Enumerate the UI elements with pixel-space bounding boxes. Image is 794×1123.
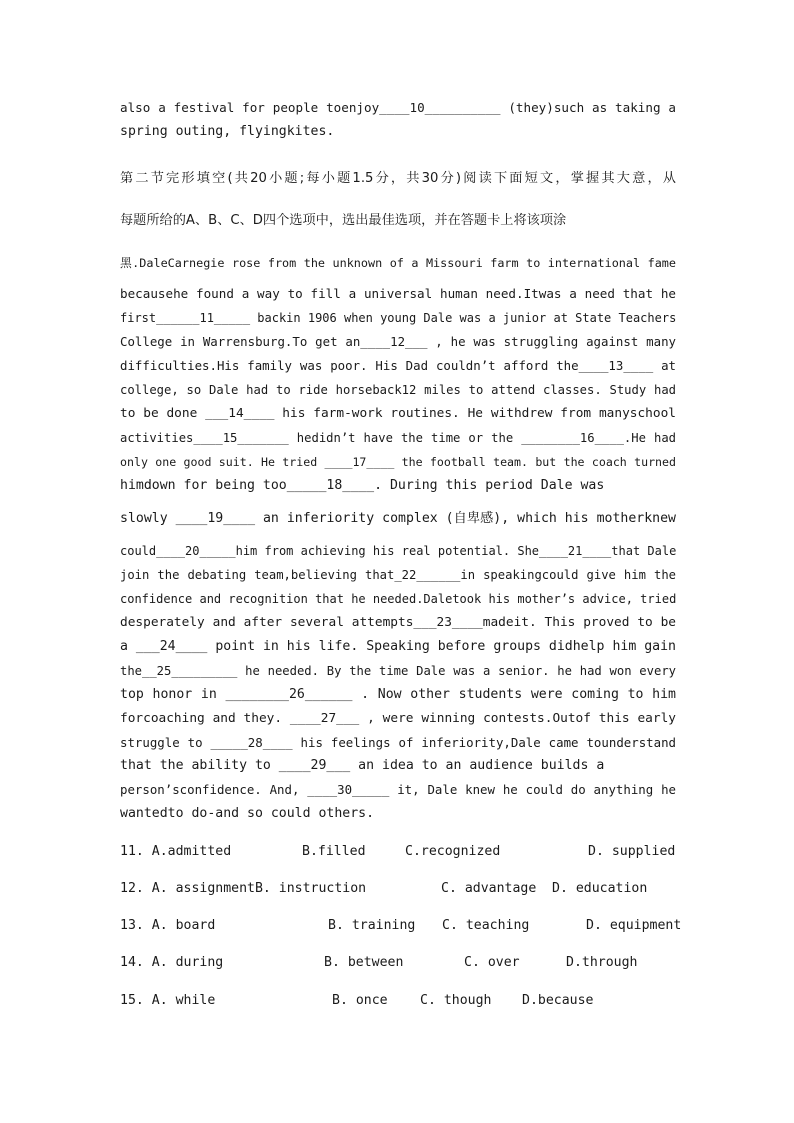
passage-line: becausehe found a way to fill a universal human need.Itwas a need that he (120, 286, 676, 301)
section-heading-line-2: 每题所给的A、B、C、D四个选项中，选出最佳选项，并在答题卡上将该项涂 (120, 213, 567, 228)
passage-line: a ___24____ point in his life. Speaking before groups didhelp him gain (120, 639, 676, 654)
option-d: D.through (566, 955, 638, 970)
passage-line: desperately and after several attempts___23____madeit. This proved to be (120, 615, 676, 630)
option-d: D. supplied (588, 844, 676, 859)
option-d: D.because (522, 993, 594, 1008)
option-c: C. teaching (442, 918, 530, 933)
option-b: B. between (324, 955, 404, 970)
passage-line: college, so Dale had to ride horseback12 miles to attend classes. Study had (120, 383, 676, 397)
passage-line: the__25_________ he needed. By the time Dale was a senior. he had won every (120, 664, 676, 678)
option-a: 15. A. while (120, 993, 216, 1008)
option-a: 11. A.admitted (120, 844, 232, 859)
passage-line: activities____15_______ hedidn’t have the time or the ________16____.He had (120, 431, 676, 445)
option-a: 12. A. assignmentB. instruction (120, 881, 367, 896)
section-heading-line-1: 第二节完形填空(共20小题;每小题1.5分，共30分)阅读下面短文，掌握其大意，从 (120, 171, 676, 186)
option-a: 14. A. during (120, 955, 224, 970)
option-d: D. equipment (586, 918, 682, 933)
passage-line: person’sconfidence. And, ____30_____ it, Dale knew he could do anything he (120, 782, 676, 797)
passage-line: wantedto do-and so could others. (120, 806, 375, 821)
passage-line: first______11_____ backin 1906 when young Dale was a junior at State Teachers (120, 311, 677, 325)
option-c: C.recognized (405, 844, 501, 859)
passage-line: only one good suit. He tried ____17____ the football team. but the coach turned (120, 455, 676, 469)
passage-line: College in Warrensburg.To get an____12___ , he was struggling against many (120, 334, 676, 349)
passage-line: slowly ____19____ an inferiority complex (自卑感), which his motherknew (120, 511, 676, 526)
passage-line: confidence and recognition that he needed.Daletook his mother’s advice, tried (120, 592, 677, 606)
option-b: B.filled (302, 844, 366, 859)
passage-line: forcoaching and they. ____27___ , were winning contests.Outof this early (120, 711, 676, 726)
option-c: C. over (464, 955, 520, 970)
option-a: 13. A. board (120, 918, 216, 933)
intro-line-2: spring outing, flyingkites. (120, 124, 335, 139)
passage-line: top honor in ________26______ . Now other students were coming to him (120, 687, 676, 702)
passage-line: difficulties.His family was poor. His Dad couldn’t afford the____13____ at (120, 358, 676, 373)
option-b: B. training (328, 918, 416, 933)
passage-line: could____20_____him from achieving his real potential. She____21____that Dale (120, 544, 677, 558)
passage-line: 黑.DaleCarnegie rose from the unknown of a Missouri farm to international fame (120, 256, 676, 270)
passage-line: that the ability to ____29___ an idea to an audience builds a (120, 758, 605, 773)
passage-line: struggle to _____28____ his feelings of inferiority,Dale came tounderstand (120, 735, 676, 750)
option-c: C. advantage (441, 881, 537, 896)
option-c: C. though (420, 993, 492, 1008)
intro-line-1: also a festival for people toenjoy____10__________ (they)such as taking a (120, 100, 676, 115)
option-b: B. once (332, 993, 388, 1008)
passage-line: to be done ___14____ his farm-work routines. He withdrew from manyschool (120, 406, 676, 421)
passage-line: join the debating team,believing that_22______in speakingcould give him the (120, 568, 676, 582)
passage-line: himdown for being too_____18____. During this period Dale was (120, 478, 605, 493)
option-d: D. education (552, 881, 648, 896)
